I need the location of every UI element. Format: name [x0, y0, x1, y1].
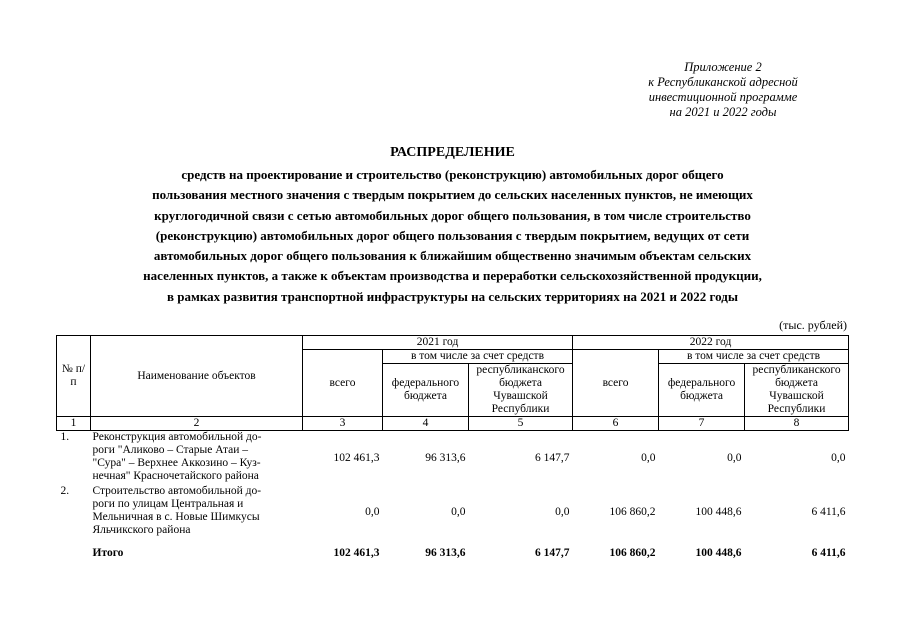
column-number: 3 [303, 417, 383, 431]
object-name-line: роги по улицам Центральная и [92, 498, 244, 510]
value-rep-2022: 6 411,6 [811, 505, 846, 518]
appendix-line: на 2021 и 2022 годы [669, 105, 777, 119]
appendix-line: Приложение 2 [684, 60, 762, 74]
subtitle-line: автомобильных дорог общего пользования к ближайшим общественно значимым объектам сельских [153, 248, 752, 264]
column-number: 5 [469, 417, 573, 431]
units-label: (тыс. рублей) [779, 318, 847, 332]
header-fed-2021: федерального бюджета [383, 364, 469, 417]
distribution-table [56, 335, 849, 567]
value-fed-2021: 96 313,6 [425, 451, 466, 464]
table-row [57, 431, 849, 486]
document-title: РАСПРЕДЕЛЕНИЕ [390, 145, 515, 160]
total-value-rep-2021: 6 147,7 [535, 546, 570, 559]
row-index [57, 539, 91, 567]
header-incl-2022: в том числе за счет средств [659, 350, 849, 364]
object-name-line: "Сура" – Верхнее Аккозино – Куз- [92, 457, 261, 469]
subtitle-line: в рамках развития транспортной инфраструктуры на сельских территориях на 2021 и 2022 годы [167, 288, 738, 304]
header-total-2022: всего [573, 350, 659, 417]
value-total-2022: 106 860,2 [609, 505, 656, 518]
total-value-total-2022: 106 860,2 [609, 546, 656, 559]
header-row-years [57, 336, 849, 350]
subtitle-line: круглогодичной связи с сетью автомобильных дорог общего пользования, в том числе строительство [154, 207, 751, 223]
header-incl-2021: в том числе за счет средств [383, 350, 573, 364]
total-value-fed-2021: 96 313,6 [425, 546, 466, 559]
object-name-line: роги "Аликово – Старые Атаи – [92, 444, 249, 456]
subtitle-line: пользования местного значения с твердым покрытием до сельских населенных пунктов, не имеющих [152, 187, 753, 203]
row-index: 1. [60, 431, 70, 443]
header-num: № п/п [57, 336, 91, 417]
total-value-rep-2022: 6 411,6 [811, 546, 846, 559]
object-name-line: Строительство автомобильной до- [92, 485, 262, 497]
appendix-line: к Республиканской адресной [648, 75, 798, 89]
column-number: 7 [659, 417, 745, 431]
header-year-2022: 2022 год [573, 336, 849, 350]
header-total-2021: всего [303, 350, 383, 417]
column-number: 8 [745, 417, 849, 431]
total-label: Итого [92, 546, 124, 559]
value-fed-2022: 0,0 [727, 451, 742, 464]
value-total-2021: 102 461,3 [333, 451, 380, 464]
object-name-line: Яльчикского района [92, 524, 191, 536]
object-name-line: Реконструкция автомобильной до- [92, 431, 262, 443]
object-name [91, 485, 303, 539]
total-value-total-2021: 102 461,3 [333, 546, 380, 559]
object-name-line: Мельничная в с. Новые Шимкусы [92, 511, 260, 523]
value-rep-2021: 6 147,7 [535, 451, 570, 464]
header-name: Наименование объектов [91, 336, 303, 417]
subtitle-line: населенных пунктов, а также к объектам производства и переработки сельскохозяйственной продукции, [143, 268, 762, 284]
appendix-line: инвестиционной программе [648, 90, 798, 104]
column-number: 1 [57, 417, 91, 431]
total-value-fed-2022: 100 448,6 [695, 546, 742, 559]
value-total-2021: 0,0 [365, 505, 380, 518]
header-year-2021: 2021 год [303, 336, 573, 350]
value-rep-2022: 0,0 [831, 451, 846, 464]
column-number-row [57, 417, 849, 431]
document-subtitle [60, 165, 845, 307]
table-row [57, 485, 849, 539]
header-fed-2022: федерального бюджета [659, 364, 745, 417]
row-index: 2. [60, 485, 70, 497]
value-rep-2021: 0,0 [555, 505, 570, 518]
value-fed-2021: 0,0 [451, 505, 466, 518]
subtitle-line: (реконструкцию) автомобильных дорог общего пользования с твердым покрытием, ведущих от сети [155, 227, 750, 243]
column-number: 2 [91, 417, 303, 431]
value-fed-2022: 100 448,6 [695, 505, 742, 518]
appendix-note [603, 60, 843, 120]
value-total-2022: 0,0 [641, 451, 656, 464]
header-rep-2021: республиканского бюджета Чувашской Республики [469, 364, 573, 417]
total-row [57, 539, 849, 567]
object-name [91, 431, 303, 486]
column-number: 4 [383, 417, 469, 431]
object-name-line: нечная" Красночетайского района [92, 470, 259, 482]
subtitle-line: средств на проектирование и строительство (реконструкцию) автомобильных дорог общего [181, 167, 724, 182]
column-number: 6 [573, 417, 659, 431]
header-rep-2022: республиканского бюджета Чувашской Республики [745, 364, 849, 417]
